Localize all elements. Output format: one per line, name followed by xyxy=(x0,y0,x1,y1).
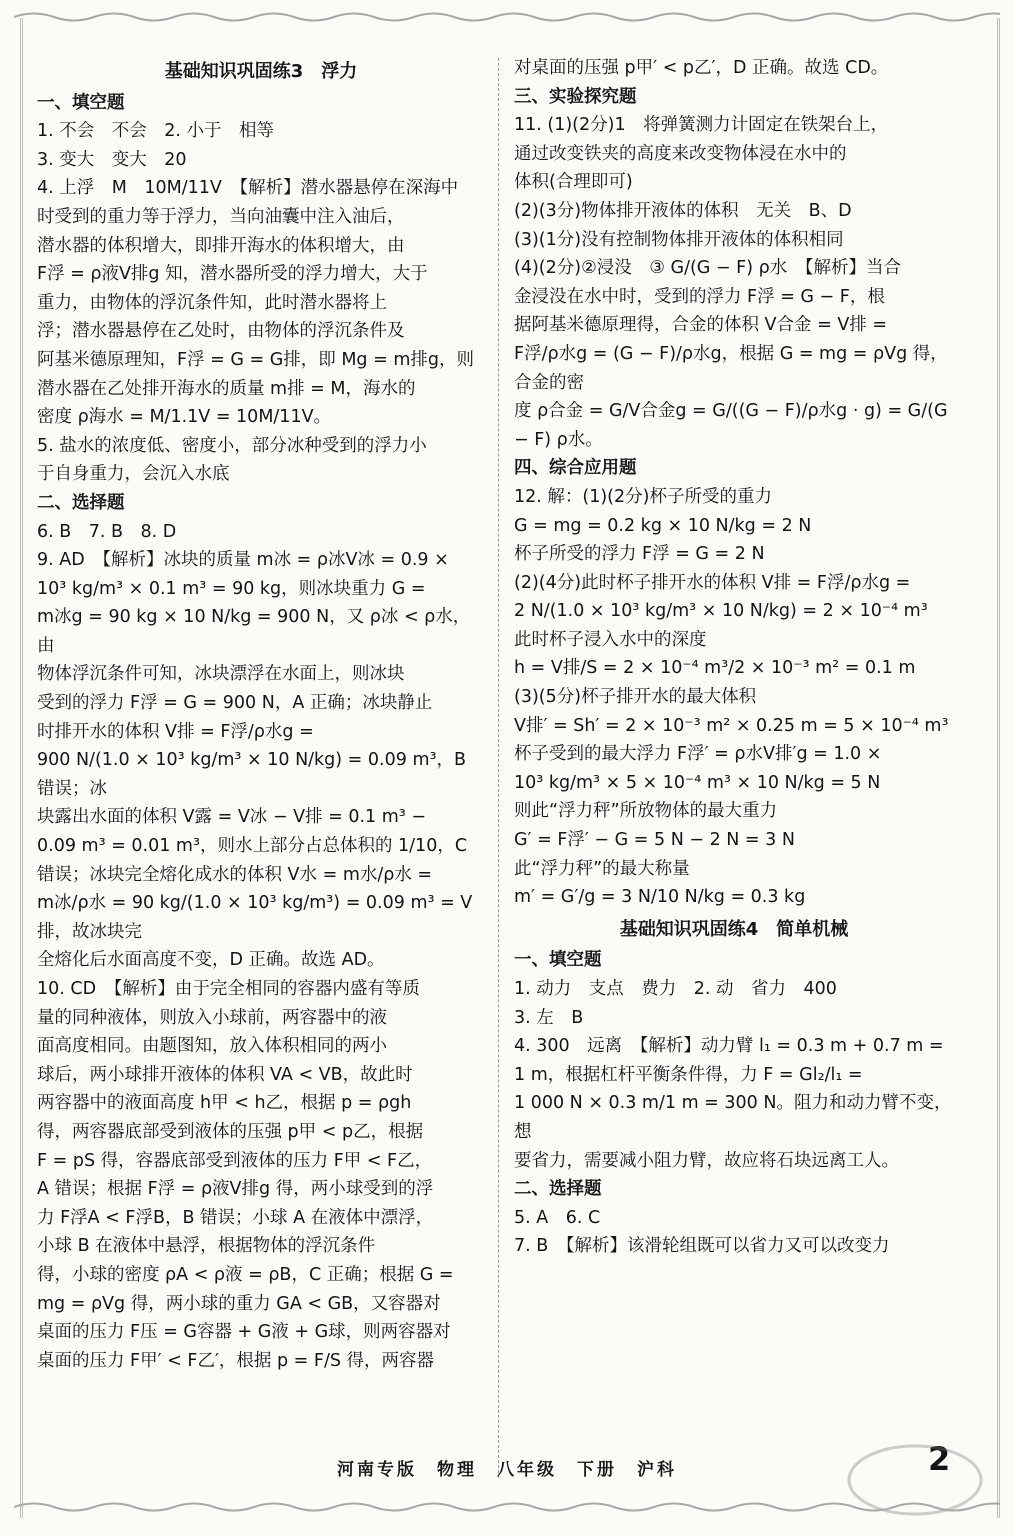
answer-line: 据阿基米德原理得，合金的体积 V合金 = V排 = xyxy=(514,315,888,336)
answer-line: F浮 = ρ液V排g 知，潜水器所受的浮力增大，大于 xyxy=(37,264,428,285)
answer-line: h = V排/S = 2 × 10⁻⁴ m³/2 × 10⁻³ m² = 0.1 m xyxy=(514,658,916,679)
page-number: 2 xyxy=(928,1440,951,1478)
section-heading: 二、选择题 xyxy=(37,492,125,513)
section-title: 基础知识巩固练4 简单机械 xyxy=(619,918,849,940)
answer-line: A 错误；根据 F浮 = ρ液V排g 得，两小球受到的浮 xyxy=(37,1179,434,1200)
answer-line: 7. B 【解析】该滑轮组既可以省力又可以改变力 xyxy=(514,1236,890,1257)
answer-line: (3)(1分)没有控制物体排开液体的体积相同 xyxy=(514,229,844,250)
answer-line: 0.09 m³ = 0.01 m³，则水上部分占总体积的 1/10，C xyxy=(37,836,468,857)
answer-line: 11. (1)(2分)1 将弹簧测力计固定在铁架台上， xyxy=(514,115,889,136)
answer-line: G = mg = 0.2 kg × 10 N/kg = 2 N xyxy=(514,515,812,536)
answer-line: 得，小球的密度 ρA < ρ液 = ρB，C 正确；根据 G = xyxy=(37,1264,454,1285)
answer-line: 时排开水的体积 V排 = F浮/ρ水g = xyxy=(37,721,314,742)
right-column xyxy=(514,54,954,1261)
answer-line: 量的同种液体，则放入小球前，两容器中的液 xyxy=(37,1007,387,1028)
answer-line: 1 000 N × 0.3 m/1 m = 300 N。阻力和动力臂不变，想 xyxy=(514,1093,952,1142)
answer-line: mg = ρVg 得，两小球的重力 GA < GB，又容器对 xyxy=(37,1293,441,1314)
answer-line: 两容器中的液面高度 h甲 < h乙，根据 p = ρgh xyxy=(37,1093,412,1114)
left-column xyxy=(37,54,485,1375)
answer-line: 5. 盐水的浓度低、密度小，部分冰种受到的浮力小 xyxy=(37,435,427,456)
answer-line: 杯子所受的浮力 F浮 = G = 2 N xyxy=(514,544,765,565)
answer-line: 通过改变铁夹的高度来改变物体浸在水中的 xyxy=(514,143,847,164)
answer-line: F浮/ρ水g = (G − F)/ρ水g，根据 G = mg = ρVg 得，合金的密 xyxy=(514,343,948,393)
answer-line: m冰/ρ水 = 90 kg/(1.0 × 10³ kg/m³) = 0.09 m³ = V排，故冰块完 xyxy=(37,893,473,942)
answer-line: 900 N/(1.0 × 10³ kg/m³ × 10 N/kg) = 0.09 m³，B 错误；冰 xyxy=(37,750,472,799)
answer-line: 4. 300 远离 【解析】动力臂 l₁ = 0.3 m + 0.7 m = xyxy=(514,1036,944,1057)
answer-line: 小球 B 在液体中悬浮，根据物体的浮沉条件 xyxy=(37,1236,376,1257)
answer-line: (4)(2分)②浸没 ③ G/(G − F) ρ水 【解析】当合 xyxy=(514,258,901,279)
answer-line: 2 N/(1.0 × 10³ kg/m³ × 10 N/kg) = 2 × 10⁻⁴ m³ xyxy=(514,601,928,622)
answer-line: 重力，由物体的浮沉条件知，此时潜水器将上 xyxy=(37,292,387,313)
answer-line: 此“浮力秤”的最大称量 xyxy=(514,858,690,879)
section-heading: 四、综合应用题 xyxy=(514,458,637,479)
section-heading: 二、选择题 xyxy=(514,1179,602,1200)
answer-line: 潜水器的体积增大，即排开海水的体积增大，由 xyxy=(37,235,405,256)
answer-line: 错误；冰块完全熔化成水的体积 V水 = m水/ρ水 = xyxy=(37,864,433,885)
answer-line: 物体浮沉条件可知，冰块漂浮在水面上，则冰块 xyxy=(37,664,405,685)
column-divider xyxy=(498,58,499,1478)
answer-line: V排′ = Sh′ = 2 × 10⁻³ m² × 0.25 m = 5 × 10⁻⁴ m³ xyxy=(514,715,949,736)
footer-book-info: 河南专版 物理 八年级 下册 沪科 xyxy=(337,1460,677,1480)
answer-line: 桌面的压力 F压 = G容器 + G液 + G球，则两容器对 xyxy=(37,1322,451,1343)
answer-line: 力 F浮A < F浮B，B 错误；小球 A 在液体中漂浮， xyxy=(37,1207,434,1228)
answer-line: 球后，两小球排开液体的体积 VA < VB，故此时 xyxy=(37,1064,413,1085)
answer-line: m冰g = 90 kg × 10 N/kg = 900 N，又 ρ冰 < ρ水，由 xyxy=(37,607,471,656)
answer-line: 密度 ρ海水 = M/1.1V = 10M/11V。 xyxy=(37,407,332,428)
answer-line: 块露出水面的体积 V露 = V冰 − V排 = 0.1 m³ − xyxy=(37,807,427,828)
answer-line: 杯子受到的最大浮力 F浮′ = ρ水V排′g = 1.0 × xyxy=(514,744,882,765)
answer-line: 阿基米德原理知，F浮 = G = G排，即 Mg = m排g，则 xyxy=(37,349,474,370)
answer-line: 1. 动力 支点 费力 2. 动 省力 400 xyxy=(514,979,837,999)
answer-line: 4. 上浮 M 10M/11V 【解析】潜水器悬停在深海中 xyxy=(37,178,459,199)
answer-line: 潜水器在乙处排开海水的质量 m排 = M，海水的 xyxy=(37,378,416,399)
answer-line: 得，两容器底部受到液体的压强 p甲 < p乙，根据 xyxy=(37,1121,424,1142)
answer-line: 此时杯子浸入水中的深度 xyxy=(514,629,707,650)
answer-line: 3. 左 B xyxy=(514,1007,584,1028)
answer-line: (2)(4分)此时杯子排开水的体积 V排 = F浮/ρ水g = xyxy=(514,572,911,593)
answer-line: (2)(3分)物体排开液体的体积 无关 B、D xyxy=(514,200,852,221)
answer-line: 度 ρ合金 = G/V合金g = G/((G − F)/ρ水g · g) = G/(G − F) ρ水。 xyxy=(514,401,954,450)
answer-line: F = pS 得，容器底部受到液体的压力 F甲 < F乙， xyxy=(37,1150,433,1171)
answer-line: 面高度相同。由题图知，放入体积相同的两小 xyxy=(37,1036,387,1057)
answer-line: 受到的浮力 F浮 = G = 900 N，A 正确；冰块静止 xyxy=(37,693,433,714)
answer-line: 则此“浮力秤”所放物体的最大重力 xyxy=(514,801,778,822)
answer-line: 金浸没在水中时，受到的浮力 F浮 = G − F，根 xyxy=(514,286,885,307)
answer-line: G′ = F浮′ − G = 5 N − 2 N = 3 N xyxy=(514,830,795,851)
answer-line: (3)(5分)杯子排开水的最大体积 xyxy=(514,687,757,708)
answer-line: 6. B 7. B 8. D xyxy=(37,521,177,542)
answer-line: 对桌面的压强 p甲′ < p乙′，D 正确。故选 CD。 xyxy=(514,58,889,78)
answer-line: 3. 变大 变大 20 xyxy=(37,149,187,170)
answer-line: 12. 解：(1)(2分)杯子所受的重力 xyxy=(514,486,772,507)
bottom-border-wave xyxy=(14,1500,1000,1514)
section-title: 基础知识巩固练3 浮力 xyxy=(164,61,358,82)
answer-line: 10³ kg/m³ × 5 × 10⁻⁴ m³ × 10 N/kg = 5 N xyxy=(514,772,881,793)
answer-line: 1 m，根据杠杆平衡条件得，力 F = Gl₂/l₁ = xyxy=(514,1064,863,1085)
answer-line: 于自身重力，会沉入水底 xyxy=(37,464,230,485)
section-heading: 一、填空题 xyxy=(37,92,125,113)
answer-line: m′ = G′/g = 3 N/10 N/kg = 0.3 kg xyxy=(514,887,806,908)
section-heading: 一、填空题 xyxy=(514,950,602,971)
answer-line: 9. AD 【解析】冰块的质量 m冰 = ρ冰V冰 = 0.9 × xyxy=(37,550,449,571)
answer-line: 1. 不会 不会 2. 小于 相等 xyxy=(37,121,275,142)
answer-line: 全熔化后水面高度不变，D 正确。故选 AD。 xyxy=(37,950,385,971)
answer-line: 要省力，需要减小阻力臂，故应将石块远离工人。 xyxy=(514,1150,899,1171)
answer-line: 10. CD 【解析】由于完全相同的容器内盛有等质 xyxy=(37,979,420,999)
answer-line: 体积(合理即可) xyxy=(514,172,633,193)
answer-line: 时受到的重力等于浮力，当向油囊中注入油后， xyxy=(37,206,405,227)
answer-line: 5. A 6. C xyxy=(514,1207,601,1228)
answer-line: 桌面的压力 F甲′ < F乙′，根据 p = F/S 得，两容器 xyxy=(37,1350,435,1371)
section-heading: 三、实验探究题 xyxy=(514,86,637,107)
answer-line: 浮；潜水器悬停在乙处时，由物体的浮沉条件及 xyxy=(37,321,405,342)
answer-line: 10³ kg/m³ × 0.1 m³ = 90 kg，则冰块重力 G = xyxy=(37,578,426,599)
